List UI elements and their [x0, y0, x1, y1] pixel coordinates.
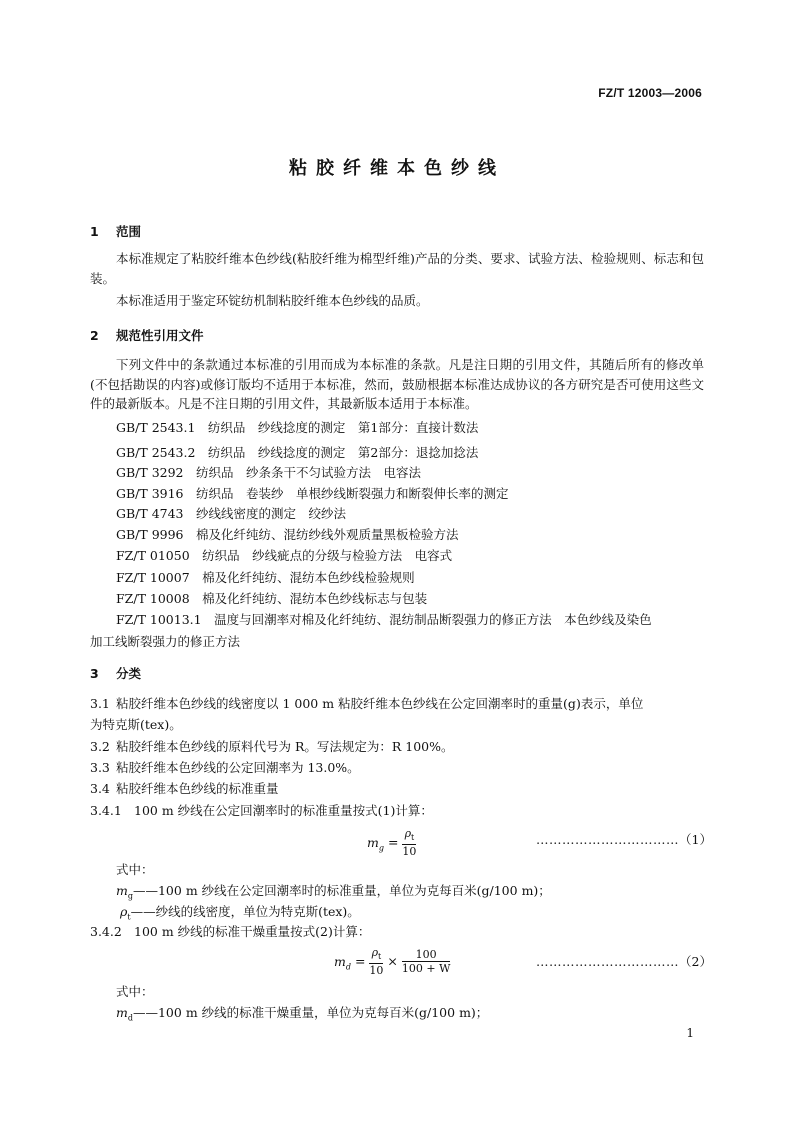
section-1-heading — [90, 222, 141, 240]
equation-2: $m_d$ = $\frac{\rho_t}{10}$ × $\frac{100}{100 + W}$ — [334, 946, 451, 978]
symbol-definition: $\rho_t——$纱线的线密度，单位为特克斯(tex)。 — [120, 904, 360, 922]
reference-item: FZ/T 10007 棉及化纤纯纺、混纺本色纱线检验规则 — [116, 570, 415, 585]
equation-number: （2） — [679, 954, 712, 969]
reference-item: FZ/T 01050 纺织品 纱线疵点的分级与检验方法 电容式 — [116, 548, 453, 563]
section-number: 1 — [90, 224, 99, 239]
clause-number: 3.2 — [90, 739, 110, 754]
fraction: $\frac{\rho_t}{10}$ — [402, 827, 417, 859]
reference-item: GB/T 2543.1 纺织品 纱线捻度的测定 第1部分：直接计数法 — [116, 420, 479, 435]
equation-lhs: $m_d$ — [334, 953, 351, 972]
section-2-heading — [90, 326, 204, 344]
clause-text: 100 m 纱线在公定回潮率时的标准重量按式(1)计算： — [134, 803, 433, 818]
clause-text: 粘胶纤维本色纱线的标准重量 — [116, 781, 279, 796]
where-label: 式中： — [116, 862, 154, 877]
fraction: $\frac{100}{100 + W}$ — [401, 948, 451, 976]
standard-number: FZ/T 12003—2006 — [598, 86, 702, 100]
reference-item-continuation: 加工线断裂强力的修正方法 — [90, 634, 241, 649]
where-label: 式中： — [116, 984, 154, 999]
reference-item: GB/T 2543.2 纺织品 纱线捻度的测定 第2部分：退捻加捻法 — [116, 445, 479, 460]
clause-number: 3.1 — [90, 696, 110, 711]
section-title: 分类 — [116, 666, 142, 681]
clause-number: 3.4.1 — [90, 803, 122, 818]
section-title: 范围 — [116, 224, 142, 239]
section-number: 3 — [90, 666, 99, 681]
section-3-heading — [90, 664, 141, 682]
symbol-definition: $m_d——100$ m 纱线的标准干燥重量，单位为克每百米(g/100 m)； — [116, 1005, 489, 1023]
section-1-paragraph-1: 本标准规定了粘胶纤维本色纱线(粘胶纤维为棉型纤维)产品的分类、要求、试验方法、检验规则、标志和包装。 — [90, 251, 704, 286]
equation-number: （1） — [679, 832, 712, 847]
clause-text: 粘胶纤维本色纱线的线密度以 1 000 m 粘胶纤维本色纱线在公定回潮率时的重量(g)表示，单位 — [116, 696, 644, 711]
page-number: 1 — [686, 1026, 694, 1040]
fraction: $\frac{\rho_t}{10}$ — [369, 946, 384, 978]
clause-number: 3.4 — [90, 781, 110, 796]
reference-item: GB/T 3292 纺织品 纱条条干不匀试验方法 电容法 — [116, 465, 422, 480]
reference-item: FZ/T 10008 棉及化纤纯纺、混纺本色纱线标志与包装 — [116, 591, 428, 606]
clause-number: 3.3 — [90, 760, 110, 775]
symbol-definition: $m_g——100$ m 纱线在公定回潮率时的标准重量，单位为克每百米(g/100 m)； — [116, 883, 551, 901]
equation-2-leader: ……………………………（2） — [536, 954, 712, 969]
clause-text: 粘胶纤维本色纱线的原料代号为 R。写法规定为：R 100%。 — [116, 739, 454, 754]
page-title: 粘胶纤维本色纱线 — [289, 158, 505, 179]
clause-text: 粘胶纤维本色纱线的公定回潮率为 13.0%。 — [116, 760, 360, 775]
equation-lhs: $m_g$ — [367, 834, 384, 853]
section-1-paragraph-2: 本标准适用于鉴定环锭纺机制粘胶纤维本色纱线的品质。 — [116, 293, 429, 308]
section-2-paragraph-1: 下列文件中的条款通过本标准的引用而成为本标准的条款。凡是注日期的引用文件，其随后所有的修改单(不包括勘误的内容)或修订版均不适用于本标准，然而，鼓励根据本标准达成协议的各方研究是否可使用这些文件的最新版本。凡是不注日期的引用文件，其最新版本适用于本标准。 — [90, 357, 704, 411]
clause-text: 100 m 纱线的标准干燥重量按式(2)计算： — [134, 924, 371, 939]
clause-3-1-continuation: 为特克斯(tex)。 — [90, 717, 182, 732]
reference-item: GB/T 9996 棉及化纤纯纺、混纺纱线外观质量黑板检验方法 — [116, 527, 459, 542]
equation-1-leader: ……………………………（1） — [536, 832, 712, 847]
reference-item: GB/T 3916 纺织品 卷装纱 单根纱线断裂强力和断裂伸长率的测定 — [116, 486, 509, 501]
reference-item: FZ/T 10013.1 温度与回潮率对棉及化纤纯纺、混纺制品断裂强力的修正方法 本色纱线及染色 — [116, 612, 652, 627]
clause-3-4-1 — [90, 801, 433, 819]
clause-3-4 — [90, 779, 279, 797]
section-title: 规范性引用文件 — [116, 328, 204, 343]
clause-3-3 — [90, 758, 360, 776]
section-number: 2 — [90, 328, 99, 343]
clause-3-1 — [90, 694, 643, 712]
reference-item: GB/T 4743 纱线线密度的测定 绞纱法 — [116, 506, 347, 521]
clause-number: 3.4.2 — [90, 924, 122, 939]
clause-3-4-2 — [90, 922, 370, 940]
clause-3-2 — [90, 737, 454, 755]
equation-1: $m_g$ = $\frac{\rho_t}{10}$ — [367, 827, 417, 859]
